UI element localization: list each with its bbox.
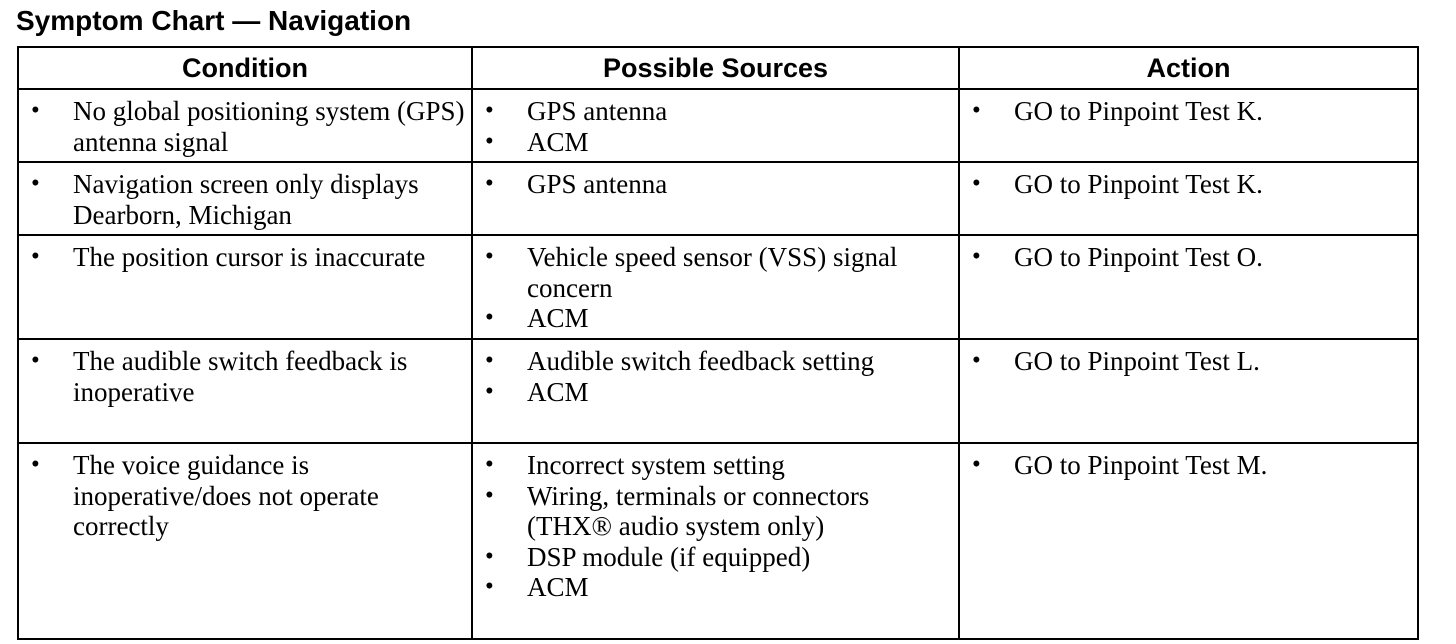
action-cell [959,162,1418,235]
condition-column-header: Condition [18,47,472,89]
condition-cell [18,162,472,235]
source-item: • DSP module (if equipped) [473,542,952,573]
page-title: Symptom Chart — Navigation [16,5,412,36]
sources-cell [472,339,959,443]
sources-cell [472,162,959,235]
condition-cell [18,339,472,443]
action-cell [959,339,1418,443]
sources-cell [472,443,959,639]
condition-cell [18,235,472,339]
source-item: • ACM [473,377,952,408]
action-item: • GO to Pinpoint Test M. [960,450,1411,481]
source-item: • GPS antenna [473,96,952,127]
action-cell [959,443,1418,639]
symptom-chart-table [17,46,1419,640]
table-header-row [18,47,1418,89]
action-item: • GO to Pinpoint Test O. [960,242,1411,273]
table-row [18,235,1418,339]
condition-item: • The voice guidance is inoperative/does not operate correctly [19,450,465,542]
action-cell [959,235,1418,339]
condition-item: • No global positioning system (GPS) antenna signal [19,96,465,157]
source-item: • ACM [473,303,952,334]
source-item: • GPS antenna [473,169,952,200]
sources-cell [472,235,959,339]
condition-item: • The position cursor is inaccurate [19,242,465,273]
condition-item: • The audible switch feedback is inoperative [19,346,465,407]
source-item: • ACM [473,572,952,603]
condition-item: • Navigation screen only displays Dearborn, Michigan [19,169,465,230]
source-item: • ACM [473,127,952,158]
table-row [18,162,1418,235]
table-row [18,339,1418,443]
source-item: • Vehicle speed sensor (VSS) signal concern [473,242,952,303]
possible-sources-column-header: Possible Sources [472,47,959,89]
sources-cell [472,89,959,162]
action-cell [959,89,1418,162]
action-item: • GO to Pinpoint Test K. [960,96,1411,127]
table-row [18,89,1418,162]
condition-cell [18,89,472,162]
table-row [18,443,1418,639]
source-item: • Audible switch feedback setting [473,346,952,377]
source-item: • Incorrect system setting [473,450,952,481]
action-item: • GO to Pinpoint Test L. [960,346,1411,377]
action-item: • GO to Pinpoint Test K. [960,169,1411,200]
condition-cell [18,443,472,639]
source-item: • Wiring, terminals or connectors (THX® audio system only) [473,481,952,542]
action-column-header: Action [959,47,1418,89]
